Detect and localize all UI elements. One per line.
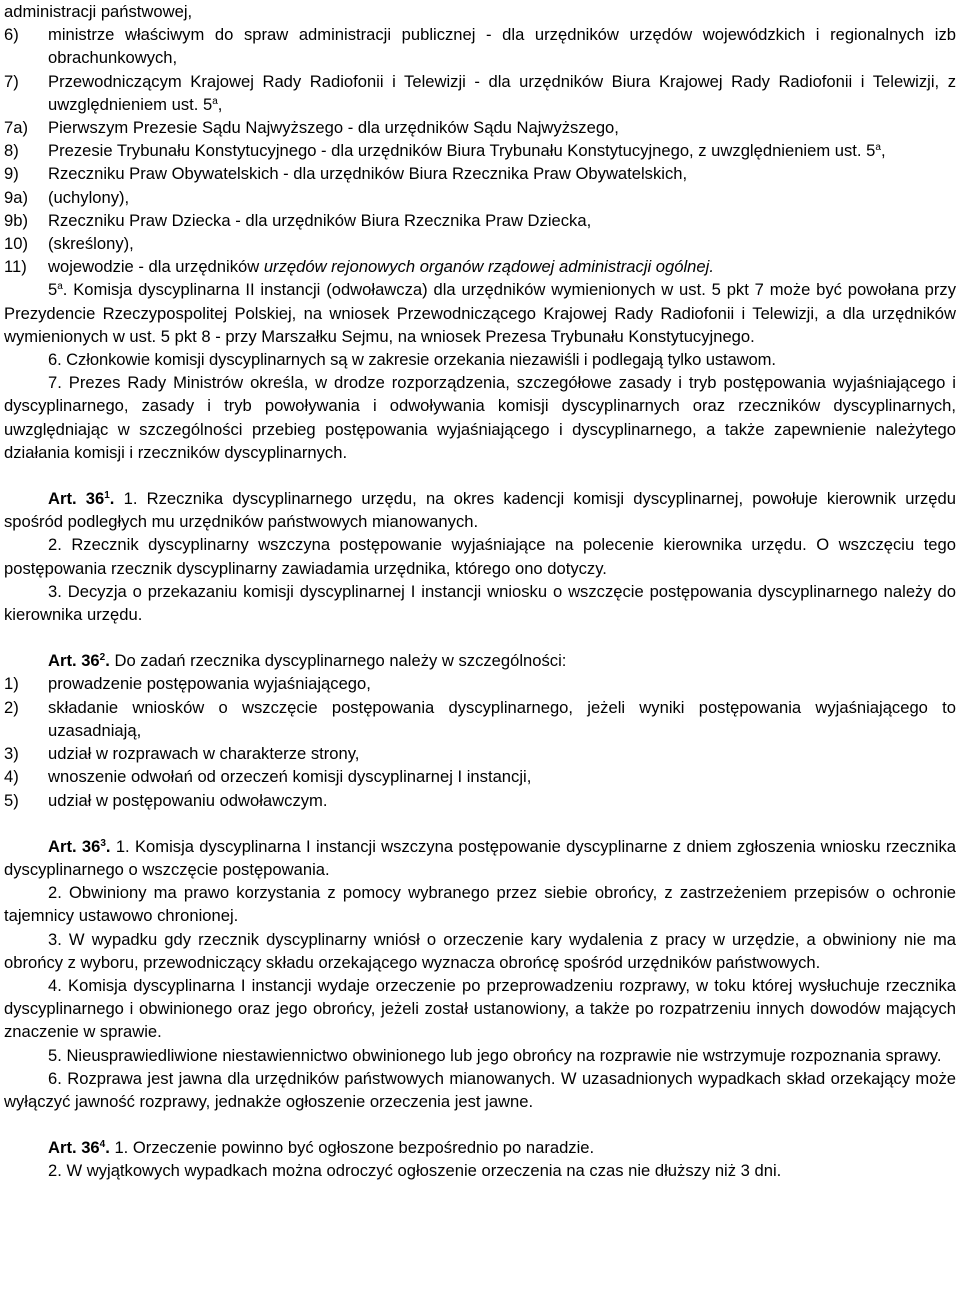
item-number: 7): [4, 71, 19, 91]
article-heading-text: Art. 36: [48, 489, 105, 509]
article-heading-dot: .: [105, 836, 111, 856]
item-number: 9b): [4, 210, 28, 230]
item-number: 1): [4, 674, 19, 694]
item-text: udział w rozprawach w charakterze strony,: [48, 744, 360, 764]
item-text: Rzeczniku Praw Dziecka - dla urzędników Biura Rzecznika Praw Dziecka,: [48, 210, 592, 230]
superscript: a: [212, 95, 218, 107]
list-item: [4, 765, 956, 788]
article-36-3-paragraph-4: 4. Komisja dyscyplinarna I instancji wydaje orzeczenie po przeprowadzeniu rozprawy, w toku której wysłuchuje rzecznika dyscyplinarnego i obwinionego oraz jego obrońcy, jeżeli został ustanowiony, a także po rozpatrzeniu innych dowodów mających znaczenie w sprawie.: [4, 975, 956, 1042]
list-item-9a: [4, 186, 956, 209]
item-text: składanie wniosków o wszczęcie postępowania dyscyplinarnego, jeżeli wyniki postępowania wyjaśniającego to uzasadniają,: [48, 697, 956, 740]
article-superscript: 2: [99, 652, 106, 664]
list-item-6: [4, 23, 956, 69]
list-item: [4, 789, 956, 812]
item-text: Pierwszym Prezesie Sądu Najwyższego - dla urzędników Sądu Najwyższego,: [48, 118, 619, 138]
item-text: (uchylony),: [48, 187, 130, 207]
article-36-3-paragraph-6: 6. Rozprawa jest jawna dla urzędników państwowych mianowanych. W uzasadnionych wypadkach skład orzekający może wyłączyć jawność rozprawy, jednakże ogłoszenie orzeczenia jest jawne.: [4, 1068, 956, 1111]
spacer: [4, 626, 956, 649]
article-36-3-paragraph-2: 2. Obwiniony ma prawo korzystania z pomocy wybranego przez siebie obrońcy, z zastrzeżeniem przepisów o ochronie tajemnicy ustawowo chronionej.: [4, 883, 956, 926]
item-text: prowadzenie postępowania wyjaśniającego,: [48, 674, 371, 694]
item-number: 8): [4, 141, 19, 161]
article-heading-text: Art. 36: [48, 651, 100, 671]
item-number: 11): [4, 257, 27, 277]
list-item: [4, 696, 956, 742]
article-heading-text: Art. 36: [48, 1138, 100, 1158]
article-36-4-paragraph-1: [4, 1136, 956, 1159]
item-text: (skreślony),: [48, 234, 134, 254]
paragraph-text: 1. Rzecznika dyscyplinarnego urzędu, na okres kadencji komisji dyscyplinarnej, powołuje kierownik urzędu spośród podległych mu urzędników państwowych mianowanych.: [4, 489, 956, 532]
paragraph-7: 7. Prezes Rady Ministrów określa, w drodze rozporządzenia, szczegółowe zasady i tryb postępowania wyjaśniającego i dyscyplinarnego, zasady i tryb powoływania i odwoływania komisji dyscyplinarnych oraz rzeczników dyscyplinarnych, uwzględniając w szczególności przebieg postępowania wyjaśniającego i dyscyplinarnego, a także zapewnienie należytego działania komisji i rzeczników dyscyplinarnych.: [4, 373, 956, 462]
item-text-wrap: [48, 139, 956, 162]
list-item-9: [4, 162, 956, 185]
article-heading: [48, 1138, 110, 1157]
article-36-1-paragraph-2: 2. Rzecznik dyscyplinarny wszczyna postępowanie wyjaśniające na polecenie kierownika urzędu. O wszczęciu tego postępowania rzecznik dyscyplinarny zawiadamia urzędnika, którego ono dotyczy.: [4, 535, 956, 578]
article-heading-dot: .: [109, 489, 115, 509]
paragraph-text: 1. Orzeczenie powinno być ogłoszone bezpośrednio po naradzie.: [109, 1138, 595, 1158]
item-number: 9a): [4, 187, 28, 207]
item-number: 7a): [4, 118, 28, 138]
superscript: a: [875, 142, 881, 154]
article-heading: [48, 651, 110, 670]
paragraph-5a: [4, 278, 956, 348]
item-tail: ,: [217, 94, 223, 114]
item-tail: ,: [880, 141, 886, 161]
item-text-wrap: [48, 255, 956, 278]
item-text: Rzeczniku Praw Obywatelskich - dla urzędników Biura Rzecznika Praw Obywatelskich,: [48, 164, 688, 184]
item-text: ministrze właściwym do spraw administracji publicznej - dla urzędników urzędów wojewódzkich i regionalnych izb obrachunkowych,: [48, 25, 956, 68]
item-number: 9): [4, 164, 19, 184]
article-36-2-intro: [4, 649, 956, 672]
item-number: 5): [4, 790, 19, 810]
paragraph-6: 6. Członkowie komisji dyscyplinarnych są w zakresie orzekania niezawiśli i podlegają tylko ustawom.: [48, 350, 776, 370]
article-heading: [48, 489, 114, 508]
article-36-3-paragraph-1: [4, 835, 956, 881]
paragraph-lead: 5: [48, 280, 58, 300]
list-item-10: [4, 232, 956, 255]
item-text-italic: urzędów rejonowych organów rządowej administracji ogólnej.: [263, 257, 714, 277]
list-item-7: [4, 70, 956, 116]
item-text: Przewodniczącym Krajowej Rady Radiofonii i Telewizji - dla urzędników Biura Krajowej Rady Radiofonii i Telewizji, z uwzględnieniem ust. 5: [48, 71, 956, 114]
list-item-8: [4, 139, 956, 162]
item-number: 6): [4, 25, 19, 45]
article-heading-text: Art. 36: [48, 836, 101, 856]
paragraph-text: 1. Komisja dyscyplinarna I instancji wszczyna postępowanie dyscyplinarne z dniem zgłoszenia wniosku rzecznika dyscyplinarnego o wszczęcie postępowania.: [4, 836, 956, 879]
article-superscript: 3: [100, 837, 106, 849]
item-number: 2): [4, 697, 19, 717]
item-text: wnoszenie odwołań od orzeczeń komisji dyscyplinarnej I instancji,: [48, 767, 532, 787]
item-text: wojewodzie - dla urzędników: [48, 257, 264, 277]
article-heading: [48, 837, 111, 856]
paragraph-text: . Komisja dyscyplinarna II instancji (odwoławcza) dla urzędników wymienionych w ust. 5 pkt 7 może być powołana przy Prezydencie Rzeczypospolitej Polskiej, na wniosek Przewodniczącego Krajowej Rady Radiofonii i Telewizji, a dla urzędników wymienionych w ust. 5 pkt 8 - przy Marszałku Sejmu, na wniosek Prezesa Trybunału Konstytucyjnego.: [4, 280, 956, 346]
item-text: udział w postępowaniu odwoławczym.: [48, 790, 328, 810]
item-number: 3): [4, 744, 19, 764]
list-item-7a: [4, 116, 956, 139]
superscript: a: [57, 281, 63, 293]
article-36-1-paragraph-3: 3. Decyzja o przekazaniu komisji dyscyplinarnej I instancji wniosku o wszczęcie postępowania dyscyplinarnego należy do kierownika urzędu.: [4, 581, 956, 625]
article-superscript: 4: [99, 1139, 106, 1151]
spacer: [4, 464, 956, 487]
text-line: administracji państwowej,: [4, 2, 193, 21]
spacer: [4, 1113, 956, 1136]
article-heading-dot: .: [105, 1138, 110, 1158]
article-36-1-paragraph-1: [4, 487, 956, 533]
article-36-4-paragraph-2: 2. W wyjątkowych wypadkach można odroczyć ogłoszenie orzeczenia na czas nie dłuższy niż 3 dni.: [48, 1161, 782, 1181]
article-superscript: 1: [104, 490, 110, 502]
item-text-wrap: [48, 70, 956, 116]
article-heading-dot: .: [105, 651, 110, 671]
item-text: Prezesie Trybunału Konstytucyjnego - dla urzędników Biura Trybunału Konstytucyjnego, z uwzględnieniem ust. 5: [48, 141, 876, 161]
article-36-3-paragraph-3: 3. W wypadku gdy rzecznik dyscyplinarny wniósł o orzeczenie kary wydalenia z pracy w urzędzie, a obwiniony nie ma obrońcy z wyboru, przewodniczący składu orzekającego wyznacza obrońcę spośród urzędników państwowych.: [4, 929, 956, 972]
list-item-9b: [4, 209, 956, 232]
article-36-3-paragraph-5: 5. Nieusprawiedliwione niestawiennictwo obwinionego lub jego obrońcy na rozprawie nie wstrzymuje rozpoznania sprawy.: [48, 1045, 942, 1065]
spacer: [4, 812, 956, 835]
list-item-11: [4, 255, 956, 278]
list-item: [4, 672, 956, 695]
list-item: [4, 742, 956, 765]
item-number: 4): [4, 767, 19, 787]
item-number: 10): [4, 234, 28, 254]
paragraph-text: Do zadań rzecznika dyscyplinarnego należy w szczególności:: [109, 651, 567, 671]
